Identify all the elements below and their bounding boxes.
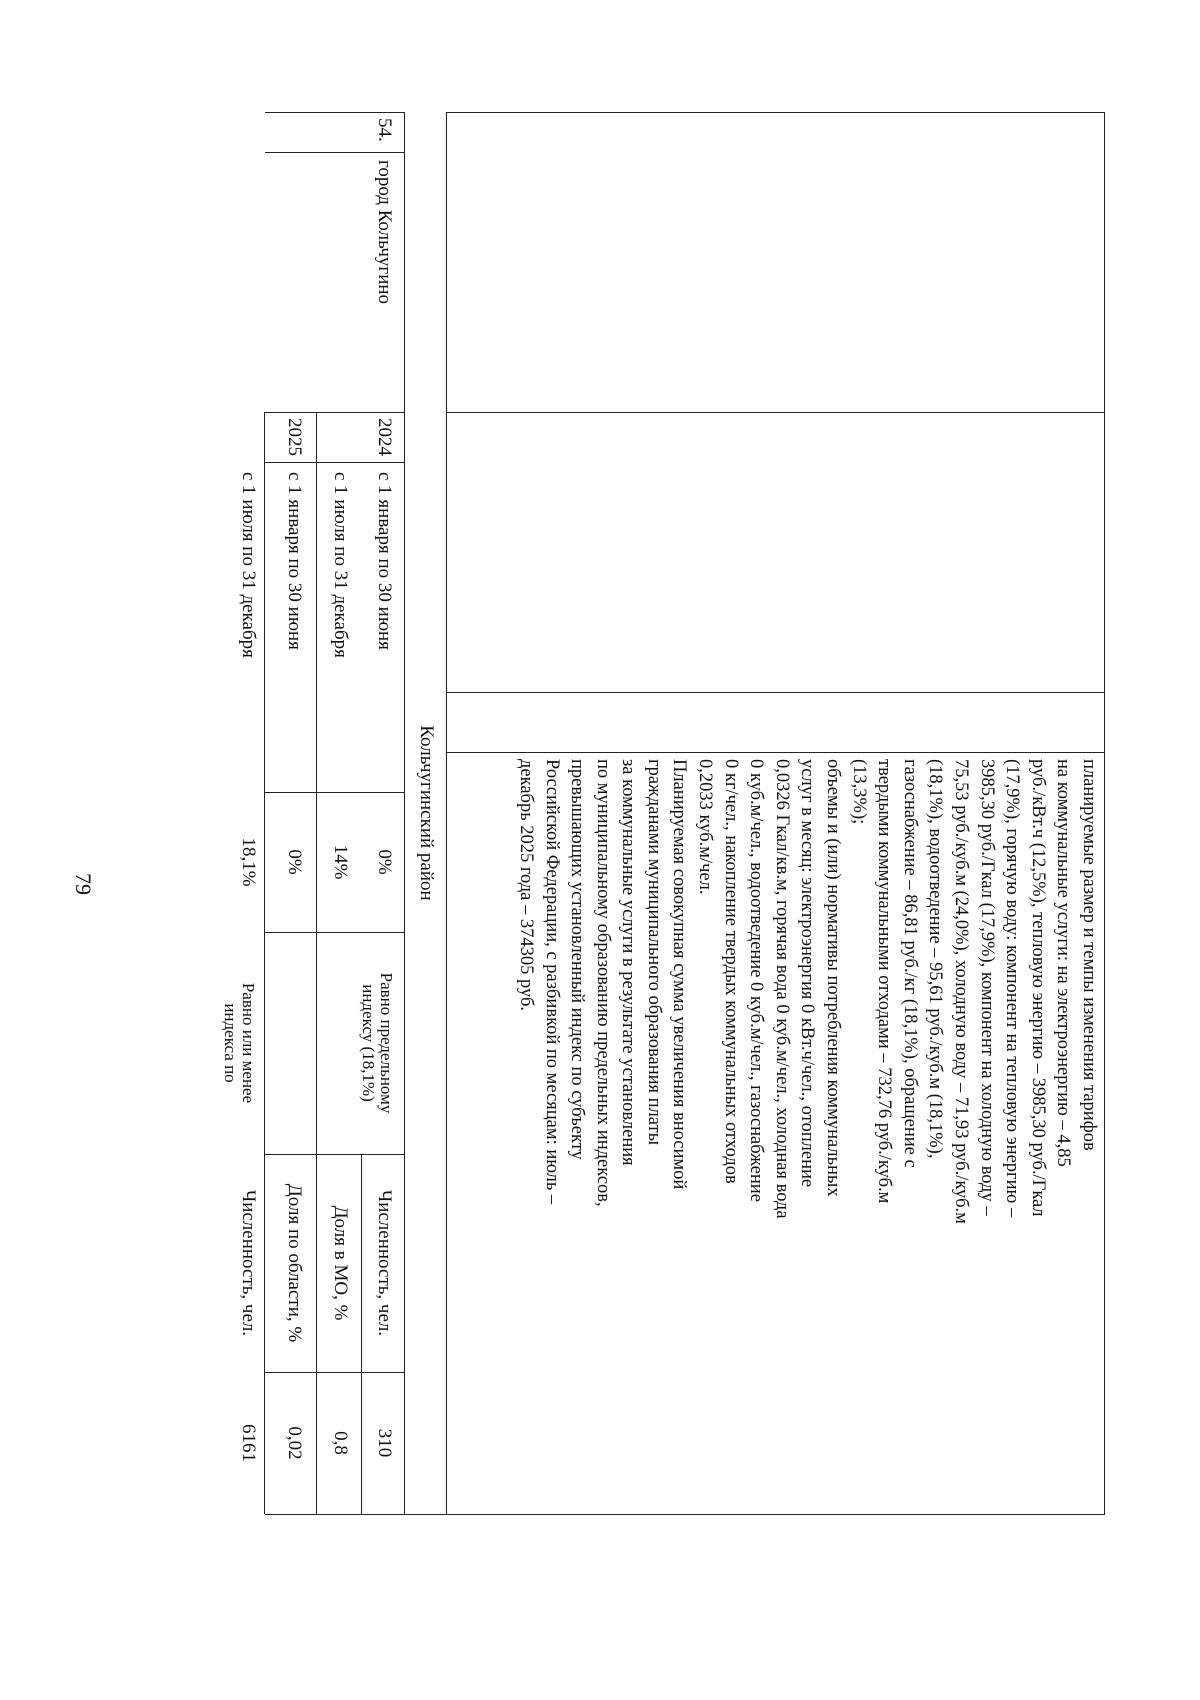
metric-label: Численность, чел. <box>374 1189 395 1337</box>
period-2024-h2: с 1 июля по 31 декабря <box>330 472 351 658</box>
text-line: Российской Федерации, с разбивкой по месяцам: июль – <box>541 759 562 1205</box>
row-2025-first-rule <box>316 412 317 792</box>
table-bottom-rule <box>264 412 265 1514</box>
year-2025: 2025 <box>284 418 305 456</box>
group1-metric-rule-1 <box>361 1154 362 1514</box>
text-line: (13,3%); <box>848 759 869 825</box>
criterion-group-1 <box>359 932 395 1154</box>
text-line: планируемые размер и темпы изменения тарифов <box>1079 759 1099 1151</box>
lower-col-rule-number <box>265 112 405 113</box>
text-line: гражданами муниципального образования платы <box>643 759 664 1146</box>
metric-value: 310 <box>374 1428 395 1458</box>
text-line: по муниципальному образованию предельных индексов, <box>592 759 613 1207</box>
rotated-table <box>221 112 1105 1532</box>
criterion-line: индекса по <box>221 1003 240 1083</box>
metric-value: 0,02 <box>284 1426 305 1460</box>
text-line: 75,53 руб./куб.м (24,0%), холодную воду – 71,93 руб./куб.м <box>951 759 972 1224</box>
metric-label: Численность, чел. <box>238 1189 259 1337</box>
upper-col-rule-1 <box>447 112 1105 113</box>
criterion-line: Равно предельному <box>377 972 396 1114</box>
lower-col-rule-period <box>265 462 405 463</box>
upper-col-rule-3 <box>447 692 1105 693</box>
lower-col-rule-municipality <box>265 152 405 153</box>
index-2025-h2: 18,1% <box>238 837 259 887</box>
text-line: 0,0326 Гкал/кв.м, горячая вода 0 куб.м/чел., холодная вода <box>771 759 792 1219</box>
metric-value: 6161 <box>238 1424 259 1462</box>
text-line: 0 кг/чел., накопление твердых коммунальных отходов <box>720 759 741 1184</box>
text-line: услуг в месяц: электроэнергия 0 кВт.ч/чел., отопление <box>797 759 818 1188</box>
metric-value: 0,8 <box>330 1431 351 1455</box>
text-line: декабрь 2025 года – 374305 руб. <box>515 759 536 1012</box>
text-line: 3985,30 руб./Гкал (17,9%), компонент на холодную воду – <box>976 759 997 1216</box>
text-line: Планируемая совокупная сумма увеличения вносимой <box>669 759 690 1190</box>
period-2025-h2: с 1 июля по 31 декабря <box>238 472 259 658</box>
metric-label: Доля по области, % <box>284 1183 305 1343</box>
text-line: на коммунальные услуги: на электроэнергию – 4,85 <box>1053 759 1074 1167</box>
index-2024-h2: 14% <box>330 844 351 880</box>
lower-col-rule-year <box>265 412 405 413</box>
metric-label: Доля в МО, % <box>330 1205 351 1321</box>
criterion-line: индексу (18,1%) <box>359 984 378 1102</box>
text-line: объемы и (или) нормативы потребления коммунальных <box>823 759 844 1197</box>
text-line: твердыми коммунальными отходами – 732,76 руб./куб.м <box>874 759 895 1204</box>
municipality-name: город Кольчугино <box>374 160 395 305</box>
year-2024: 2024 <box>374 418 395 456</box>
index-2024-h1: 0% <box>374 849 395 875</box>
text-line: 0 куб.м/чел., водоотведение 0 куб.м/чел., газоснабжение <box>746 759 767 1202</box>
text-line: руб./кВт.ч (12,5%), тепловую энергию – 3985,30 руб./Гкал <box>1027 759 1048 1217</box>
text-line: (17,9%), горячую воду: компонент на тепловую энергию – <box>1002 759 1023 1218</box>
upper-col-rule-2 <box>447 412 1105 413</box>
text-line: 0,2033 куб.м/чел. <box>695 759 716 895</box>
text-line: газоснабжение – 86,81 руб./кг (18,1%), обращение с <box>899 759 920 1168</box>
criterion-line: Равно или менее <box>239 982 258 1104</box>
index-2025-h1: 0% <box>284 849 305 875</box>
period-2024-h1: с 1 января по 30 июня <box>374 472 395 650</box>
text-line: превышающих установленный индекс по субъекту <box>567 759 588 1160</box>
district-header: Кольчугинский район <box>416 725 437 901</box>
page-number: 79 <box>71 873 96 895</box>
district-bottom-rule <box>404 112 405 1514</box>
metric-rule-2 <box>316 1154 317 1514</box>
text-line: за коммунальные услуги в результате установления <box>618 759 639 1166</box>
text-line: (18,1%), водоотведение – 95,61 руб./куб.м (18,1%), <box>925 759 946 1159</box>
entry-number: 54. <box>374 118 395 142</box>
period-2025-h1: с 1 января по 30 июня <box>284 472 305 650</box>
criterion-group-2 <box>221 932 257 1154</box>
continuation-text <box>512 759 1101 1424</box>
upper-col-rule-5 <box>265 1514 1105 1515</box>
